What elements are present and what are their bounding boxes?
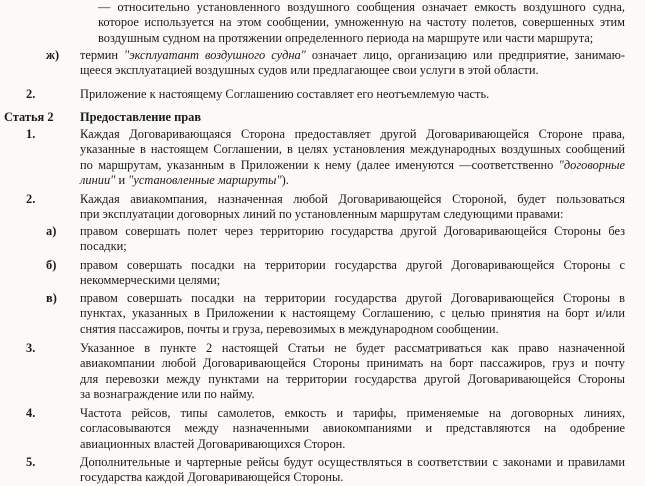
text-line: правом совершать посадки на территории государства другой Договаривающейся Стороны с bbox=[80, 258, 625, 272]
text-line: щееся эксплуатацией воздушных судов или предлагающее свои услуги в этой области. bbox=[80, 63, 539, 78]
text-line: правом совершать посадки на территории государства другой Договаривающейся Стороны в bbox=[80, 291, 625, 305]
text-line: — относительно установленного воздушного сообщения означает емкость воздушного судна, bbox=[98, 0, 625, 14]
p2a-label: а) bbox=[46, 224, 57, 238]
p4-label: 4. bbox=[26, 406, 36, 420]
intro-paragraph bbox=[98, 0, 625, 46]
text-line: по маршрутам, указанным в Приложении к нему (далее именуются —соответственно "договорные bbox=[80, 157, 625, 172]
article-title: Предоставление прав bbox=[80, 110, 202, 124]
para-2-text: Приложение к настоящему Соглашению составляет его неотъемлемую часть. bbox=[80, 87, 490, 101]
text-line: государства каждой Договаривающейся Стороны. bbox=[80, 470, 344, 485]
p2b-paragraph bbox=[80, 258, 625, 289]
item-zh-paragraph bbox=[80, 48, 625, 79]
p4-paragraph bbox=[80, 406, 625, 452]
text-line: авиационных властей Договаривающихся Сторон. bbox=[80, 436, 346, 451]
text-line: воздушным судном на протяжении определенного периода на маршруте или части маршрута; bbox=[98, 30, 594, 45]
text-line: Дополнительные и чартерные рейсы будут осуществляться в соответствии с законами и правилами bbox=[80, 455, 625, 469]
p3-paragraph bbox=[80, 341, 625, 403]
para-2-label: 2. bbox=[26, 87, 36, 101]
text-line: Указанное в пункте 2 настоящей Статьи не будет рассматриваться как право назначенной bbox=[80, 341, 625, 355]
text-line: линии" и "установленные маршруты"). bbox=[80, 173, 289, 188]
p2b-label: б) bbox=[46, 258, 57, 272]
p2v-paragraph bbox=[80, 291, 625, 337]
p2v-label: в) bbox=[46, 291, 57, 305]
text-line: которое используется на этом сообщении, умноженную на частоту полетов, совершенных этим bbox=[98, 15, 625, 30]
p1-paragraph bbox=[80, 127, 625, 189]
article-number: Статья 2 bbox=[4, 110, 54, 124]
p2a-paragraph bbox=[80, 224, 625, 255]
text-line: согласовываются между назначенными авиокомпаниями и представляются на одобрение bbox=[80, 421, 625, 436]
text-line: указанные в настоящем Соглашении, в целях установления международных воздушных сообщений bbox=[80, 142, 625, 157]
text-line: пунктах, указанных в Приложении к настоящему Соглашению, с целью принятия на борт и/или bbox=[80, 306, 625, 321]
p3-label: 3. bbox=[26, 341, 36, 355]
text-line: Частота рейсов, типы самолетов, емкость и тарифы, применяемые на договорных линиях, bbox=[80, 406, 625, 420]
text-line: для перевозки между пунктами на территории государства другой Договаривающейся Стороны bbox=[80, 371, 625, 386]
text-line: Каждая авиакомпания, назначенная любой Договаривающейся Стороной, будет пользоваться bbox=[80, 192, 625, 206]
text-line: авиакомпании любой Договаривающейся Стороны принимать на борт пассажиров, груз и почту bbox=[80, 356, 625, 371]
p2-paragraph bbox=[80, 192, 625, 223]
p5-label: 5. bbox=[26, 455, 36, 469]
p5-paragraph bbox=[80, 455, 625, 486]
text-line: посадки; bbox=[80, 239, 127, 254]
p1-label: 1. bbox=[26, 127, 36, 141]
text-line: некоммерческими целями; bbox=[80, 273, 221, 288]
text-line: при эксплуатации договорных линий по установленным маршрутам следующими правами: bbox=[80, 207, 564, 222]
text-line: Каждая Договаривающаяся Сторона предоставляет другой Договаривающейся Стороне права, bbox=[80, 127, 625, 141]
item-zh-label: ж) bbox=[46, 48, 60, 62]
text-line: за вознаграждение или по найму. bbox=[80, 387, 255, 402]
text-line: термин "эксплуатант воздушного судна" означает лицо, организацию или предприятие, занимаю- bbox=[80, 48, 625, 62]
text-line: снятия пассажиров, почты и груза, перевозимых в международном сообщении. bbox=[80, 321, 499, 336]
text-line: правом совершать полет через территорию государства другой Договаривающейся Стороны без bbox=[80, 224, 625, 238]
p2-label: 2. bbox=[26, 192, 36, 206]
